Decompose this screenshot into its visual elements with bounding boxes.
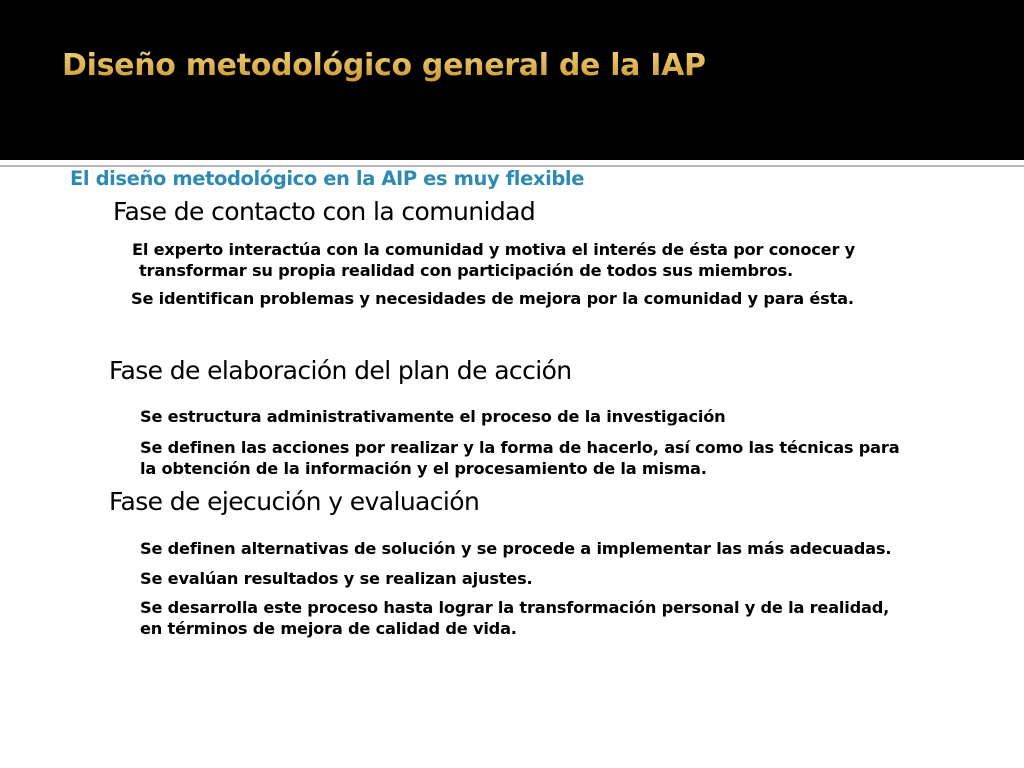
item-line: Se evalúan resultados y se realizan ajustes. [140, 569, 533, 588]
phase-heading-ejecucion: Fase de ejecución y evaluación [109, 487, 480, 516]
item-line: Se definen las acciones por realizar y la forma de hacerlo, así como las técnicas para [140, 438, 900, 457]
item-line: en términos de mejora de calidad de vida. [140, 619, 517, 638]
phase-heading-contacto: Fase de contacto con la comunidad [113, 197, 536, 226]
phase-2-item-1 [140, 406, 960, 427]
item-line: transformar su propia realidad con participación de todos sus miembros. [139, 261, 794, 280]
item-line: Se estructura administrativamente el proceso de la investigación [140, 407, 726, 426]
item-line: El experto interactúa con la comunidad y motiva el interés de ésta por conocer y [132, 240, 856, 259]
phase-1-item-2 [131, 288, 951, 309]
phase-2-item-2 [140, 437, 980, 479]
item-line: Se desarrolla este proceso hasta lograr la transformación personal y de la realidad, [140, 598, 890, 617]
intro-text: El diseño metodológico en la AIP es muy flexible [70, 167, 585, 190]
slide-title: Diseño metodológico general de la IAP [62, 48, 706, 83]
item-line: Se definen alternativas de solución y se procede a implementar las más adecuadas. [140, 539, 892, 558]
phase-heading-plan: Fase de elaboración del plan de acción [109, 356, 572, 385]
phase-3-item-3 [140, 597, 980, 639]
item-line: la obtención de la información y el procesamiento de la misma. [140, 459, 707, 478]
phase-1-item-1 [132, 239, 932, 281]
phase-3-item-1 [140, 538, 980, 559]
phase-3-item-2 [140, 568, 960, 589]
item-line: Se identifican problemas y necesidades de mejora por la comunidad y para ésta. [131, 289, 854, 308]
